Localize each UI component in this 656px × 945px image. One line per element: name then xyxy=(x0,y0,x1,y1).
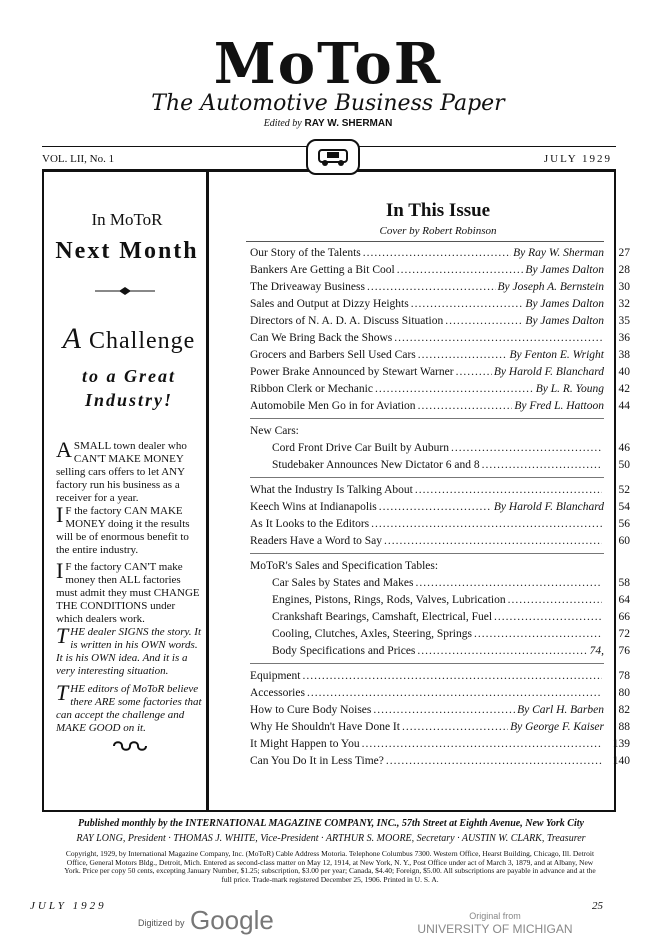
entry-title: Readers Have a Word to Say xyxy=(250,535,383,547)
dot-leader xyxy=(411,296,524,313)
cover-credit: Cover by Robert Robinson xyxy=(379,225,497,237)
new-cars-heading: New Cars: xyxy=(250,425,299,437)
entry-page: 42 xyxy=(618,383,630,395)
entry-author: 74, xyxy=(589,645,604,657)
contents-entry xyxy=(250,296,630,313)
entry-title: As It Looks to the Editors xyxy=(250,518,370,530)
copyright-notice: Copyright, 1929, by International Magazine Company, Inc. (MoToR) Cable Address Motoria. Telephone Columbus 7300. Western Office, Hearst Building, Chicago, Ill. Detroit Office, General Motors Bldg., Detroit, Mich. Entered as second-class matter on May 12, 1914, at New York, N. Y., Post Office under act of March 3, 1879, and at Albany, New York. Price per copy 50 cents, excepting January Number, $1.25; subscription, $3.00 per year; Canada, $4.40; Foreign, $5.00. All subscriptions are payable in advance and at the full price. Trade-mark registered December 25, 1906. Printed in U. S. A. xyxy=(64,849,596,884)
entry-title: Power Brake Announced by Stewart Warner xyxy=(250,366,454,378)
entry-title: Our Story of the Talents xyxy=(250,247,361,259)
scroll-ornament-icon xyxy=(90,737,170,758)
paragraph-text: SMALL town dealer who CAN'T MAKE MONEY selling cars offers to let ANY factory run his business as a receiver for a year. xyxy=(56,440,187,504)
frame-bottom-rule xyxy=(42,810,616,812)
editor-prefix: Edited by xyxy=(263,118,302,129)
entry-page: 78 xyxy=(618,670,630,682)
dot-leader xyxy=(482,457,602,474)
entry-page: 54 xyxy=(618,501,630,513)
challenge-word: Challenge xyxy=(89,328,196,354)
contents-entry xyxy=(250,262,630,279)
contents-entry xyxy=(250,499,630,516)
entry-title: Can You Do It in Less Time? xyxy=(250,755,384,767)
entry-title: Bankers Are Getting a Bit Cool xyxy=(250,264,395,276)
entry-title: The Driveaway Business xyxy=(250,281,365,293)
entry-page: 44 xyxy=(618,400,630,412)
entry-author: By James Dalton xyxy=(525,264,604,276)
entry-title: Car Sales by States and Makes xyxy=(272,577,414,589)
entry-page: 72 xyxy=(618,628,630,640)
entry-title: Cord Front Drive Car Built by Auburn xyxy=(272,442,449,454)
challenge-initial: A xyxy=(62,322,82,355)
entry-page: 80 xyxy=(618,687,630,699)
entry-title: Accessories xyxy=(250,687,305,699)
entry-title: What the Industry Is Talking About xyxy=(250,484,413,496)
dot-leader xyxy=(415,482,602,499)
entry-title: Sales and Output at Dizzy Heights xyxy=(250,298,409,310)
sidebar-challenge xyxy=(54,322,204,356)
dot-leader xyxy=(362,736,602,753)
paragraph-text: HE editors of MoToR believe there ARE some factories that can accept the challenge and MAKE GOOD on it. xyxy=(56,683,202,734)
dot-leader xyxy=(375,381,534,398)
entry-title: Studebaker Announces New Dictator 6 and 8 xyxy=(272,459,480,471)
dot-leader xyxy=(418,347,508,364)
sidebar-paragraph xyxy=(56,558,202,626)
entry-page: 82 xyxy=(618,704,630,716)
sidebar-paragraph xyxy=(56,623,202,678)
entry-title: Body Specifications and Prices xyxy=(272,645,416,657)
contents-entry xyxy=(250,719,630,736)
dot-leader xyxy=(416,575,603,592)
dot-leader xyxy=(363,245,511,262)
contents-separator xyxy=(250,418,604,419)
contents-entry xyxy=(250,575,630,592)
contents-entry xyxy=(250,753,630,770)
sidebar-in-motor: In MoToR xyxy=(91,210,163,229)
entry-title: Grocers and Barbers Sell Used Cars xyxy=(250,349,416,361)
tables-heading: MoToR's Sales and Specification Tables: xyxy=(250,560,439,572)
entry-page: 27 xyxy=(618,247,630,259)
dot-leader xyxy=(397,262,524,279)
entry-page: 50 xyxy=(618,459,630,471)
original-from-label: Original from xyxy=(469,911,521,921)
entry-title: Can We Bring Back the Shows xyxy=(250,332,393,344)
page-number: 25 xyxy=(592,900,603,912)
footer-date: JULY 1929 xyxy=(30,900,107,912)
dot-leader xyxy=(379,499,492,516)
contents-separator xyxy=(250,663,604,664)
dot-leader xyxy=(367,279,496,296)
magazine-logo: MoToR xyxy=(213,31,443,97)
entry-author: By Harold F. Blanchard xyxy=(493,501,604,513)
dot-leader xyxy=(418,398,513,415)
sidebar-paragraph xyxy=(56,437,202,505)
contents-entry xyxy=(250,347,630,364)
contents-entry xyxy=(250,592,630,609)
digitized-by-label: Digitized by xyxy=(138,918,185,928)
sidebar-next-month: Next Month xyxy=(55,238,199,264)
dot-leader xyxy=(417,643,587,660)
entry-page: 58 xyxy=(618,577,630,589)
entry-title: Directors of N. A. D. A. Discuss Situation xyxy=(250,315,444,327)
entry-page: 140 xyxy=(612,755,630,767)
contents-entry xyxy=(250,702,630,719)
sidebar-paragraph xyxy=(56,680,202,735)
contents-entry xyxy=(250,381,630,398)
google-watermark: Google xyxy=(190,905,274,935)
contents-entry xyxy=(250,609,630,626)
entry-page: 52 xyxy=(618,484,630,496)
dot-leader xyxy=(508,592,602,609)
entry-title: Keech Wins at Indianapolis xyxy=(250,501,377,513)
contents-entry xyxy=(250,626,630,643)
masthead xyxy=(0,31,656,129)
entry-page: 40 xyxy=(618,366,630,378)
entry-page: 76 xyxy=(618,645,630,657)
entry-author: By Carl H. Barben xyxy=(517,704,604,716)
paragraph-text: F the factory CAN MAKE MONEY doing it the results will be of enormous benefit to the entire industry. xyxy=(56,505,190,556)
entry-author: By Fred L. Hattoon xyxy=(514,400,604,412)
entry-author: By James Dalton xyxy=(525,315,604,327)
entry-page: 66 xyxy=(618,611,630,623)
contents-entry xyxy=(250,668,630,685)
contents-entry xyxy=(250,482,630,499)
entry-page: 60 xyxy=(618,535,630,547)
entry-page: 35 xyxy=(618,315,630,327)
contents-entry xyxy=(250,643,630,660)
entry-page: 36 xyxy=(618,332,630,344)
entry-page: 64 xyxy=(618,594,630,606)
contents-entry xyxy=(250,313,630,330)
entry-title: Cooling, Clutches, Axles, Steering, Springs xyxy=(272,628,472,640)
dot-leader xyxy=(394,330,602,347)
entry-page: 32 xyxy=(618,298,630,310)
contents-entry xyxy=(250,440,630,457)
contents-entry xyxy=(250,330,630,347)
magazine-tagline: The Automotive Business Paper xyxy=(151,91,505,116)
diamond-ornament-icon xyxy=(95,287,155,295)
entry-page: 28 xyxy=(618,264,630,276)
publisher-line: Published monthly by the INTERNATIONAL MAGAZINE COMPANY, INC., 57th Street at Eighth Avenue, New York City xyxy=(78,818,584,829)
sidebar-paragraph xyxy=(56,502,202,557)
car-emblem-icon xyxy=(306,139,360,175)
entry-author: By Harold F. Blanchard xyxy=(493,366,604,378)
frame-column-divider xyxy=(206,172,209,812)
dot-leader xyxy=(402,719,508,736)
entry-author: By L. R. Young xyxy=(535,383,604,395)
entry-author: By James Dalton xyxy=(525,298,604,310)
entry-author: By Joseph A. Bernstein xyxy=(497,281,604,293)
entry-author: By Ray W. Sherman xyxy=(513,247,604,259)
contents-entry xyxy=(250,364,630,381)
issue-date: JULY 1929 xyxy=(543,153,612,165)
entry-title: Why He Shouldn't Have Done It xyxy=(250,721,400,733)
entry-title: Equipment xyxy=(250,670,301,682)
entry-title: Crankshaft Bearings, Camshaft, Electrical, Fuel xyxy=(272,611,493,623)
drop-cap: I xyxy=(56,558,64,583)
volume-number: VOL. LII, No. 1 xyxy=(42,153,115,165)
entry-author: By Fenton E. Wright xyxy=(509,349,604,361)
entry-page: 56 xyxy=(618,518,630,530)
dot-leader xyxy=(386,753,602,770)
dot-leader xyxy=(384,533,602,550)
contents-title: In This Issue xyxy=(385,200,491,221)
contents-separator xyxy=(250,553,604,554)
drop-cap: T xyxy=(56,680,69,705)
editor-name: RAY W. SHERMAN xyxy=(304,118,393,129)
contents-separator xyxy=(250,477,604,478)
entry-title: It Might Happen to You xyxy=(250,738,360,750)
contents-entry xyxy=(250,685,630,702)
dot-leader xyxy=(456,364,492,381)
contents-entry xyxy=(250,457,630,474)
contents-entry xyxy=(250,516,630,533)
entry-page: 38 xyxy=(618,349,630,361)
university-label: UNIVERSITY OF MICHIGAN xyxy=(417,922,573,936)
entry-title: Engines, Pistons, Rings, Rods, Valves, Lubrication xyxy=(272,594,506,606)
entry-page: 46 xyxy=(618,442,630,454)
paragraph-text: F the factory CAN'T make money then ALL factories must admit they must CHANGE THE CONDITIONS under which dealers work. xyxy=(56,561,200,625)
dot-leader xyxy=(302,668,602,685)
drop-cap: T xyxy=(56,623,69,648)
drop-cap: I xyxy=(56,502,64,527)
entry-title: Ribbon Clerk or Mechanic xyxy=(250,383,373,395)
contents-top-rule xyxy=(246,241,604,242)
dot-leader xyxy=(494,609,602,626)
dot-leader xyxy=(451,440,602,457)
officers-line: RAY LONG, President · THOMAS J. WHITE, Vice-President · ARTHUR S. MOORE, Secretary · AUSTIN W. CLARK, Treasurer xyxy=(76,833,586,844)
contents-entry xyxy=(250,533,630,550)
contents-entry xyxy=(250,398,630,415)
entry-author: By George F. Kaiser xyxy=(510,721,604,733)
contents-entry xyxy=(250,279,630,296)
great-line-1: to a Great xyxy=(82,366,176,386)
entry-title: How to Cure Body Noises xyxy=(250,704,372,716)
dot-leader xyxy=(474,626,602,643)
dot-leader xyxy=(307,685,602,702)
contents-entry xyxy=(250,245,630,262)
great-line-2: Industry! xyxy=(84,390,174,410)
sidebar-great-industry xyxy=(54,364,204,412)
dot-leader xyxy=(445,313,523,330)
entry-page: 30 xyxy=(618,281,630,293)
entry-page: 88 xyxy=(618,721,630,733)
dot-leader xyxy=(371,516,602,533)
table-of-contents xyxy=(250,245,630,770)
entry-title: Automobile Men Go in for Aviation xyxy=(250,400,416,412)
paragraph-text: HE dealer SIGNS the story. It is written in his OWN words. It is his OWN idea. And it is a very interesting situation. xyxy=(56,626,202,677)
frame-left-rule xyxy=(42,172,44,812)
editor-credit xyxy=(0,118,656,129)
dot-leader xyxy=(373,702,515,719)
entry-page: 139 xyxy=(612,738,630,750)
contents-entry xyxy=(250,736,630,753)
drop-cap: A xyxy=(56,437,72,462)
